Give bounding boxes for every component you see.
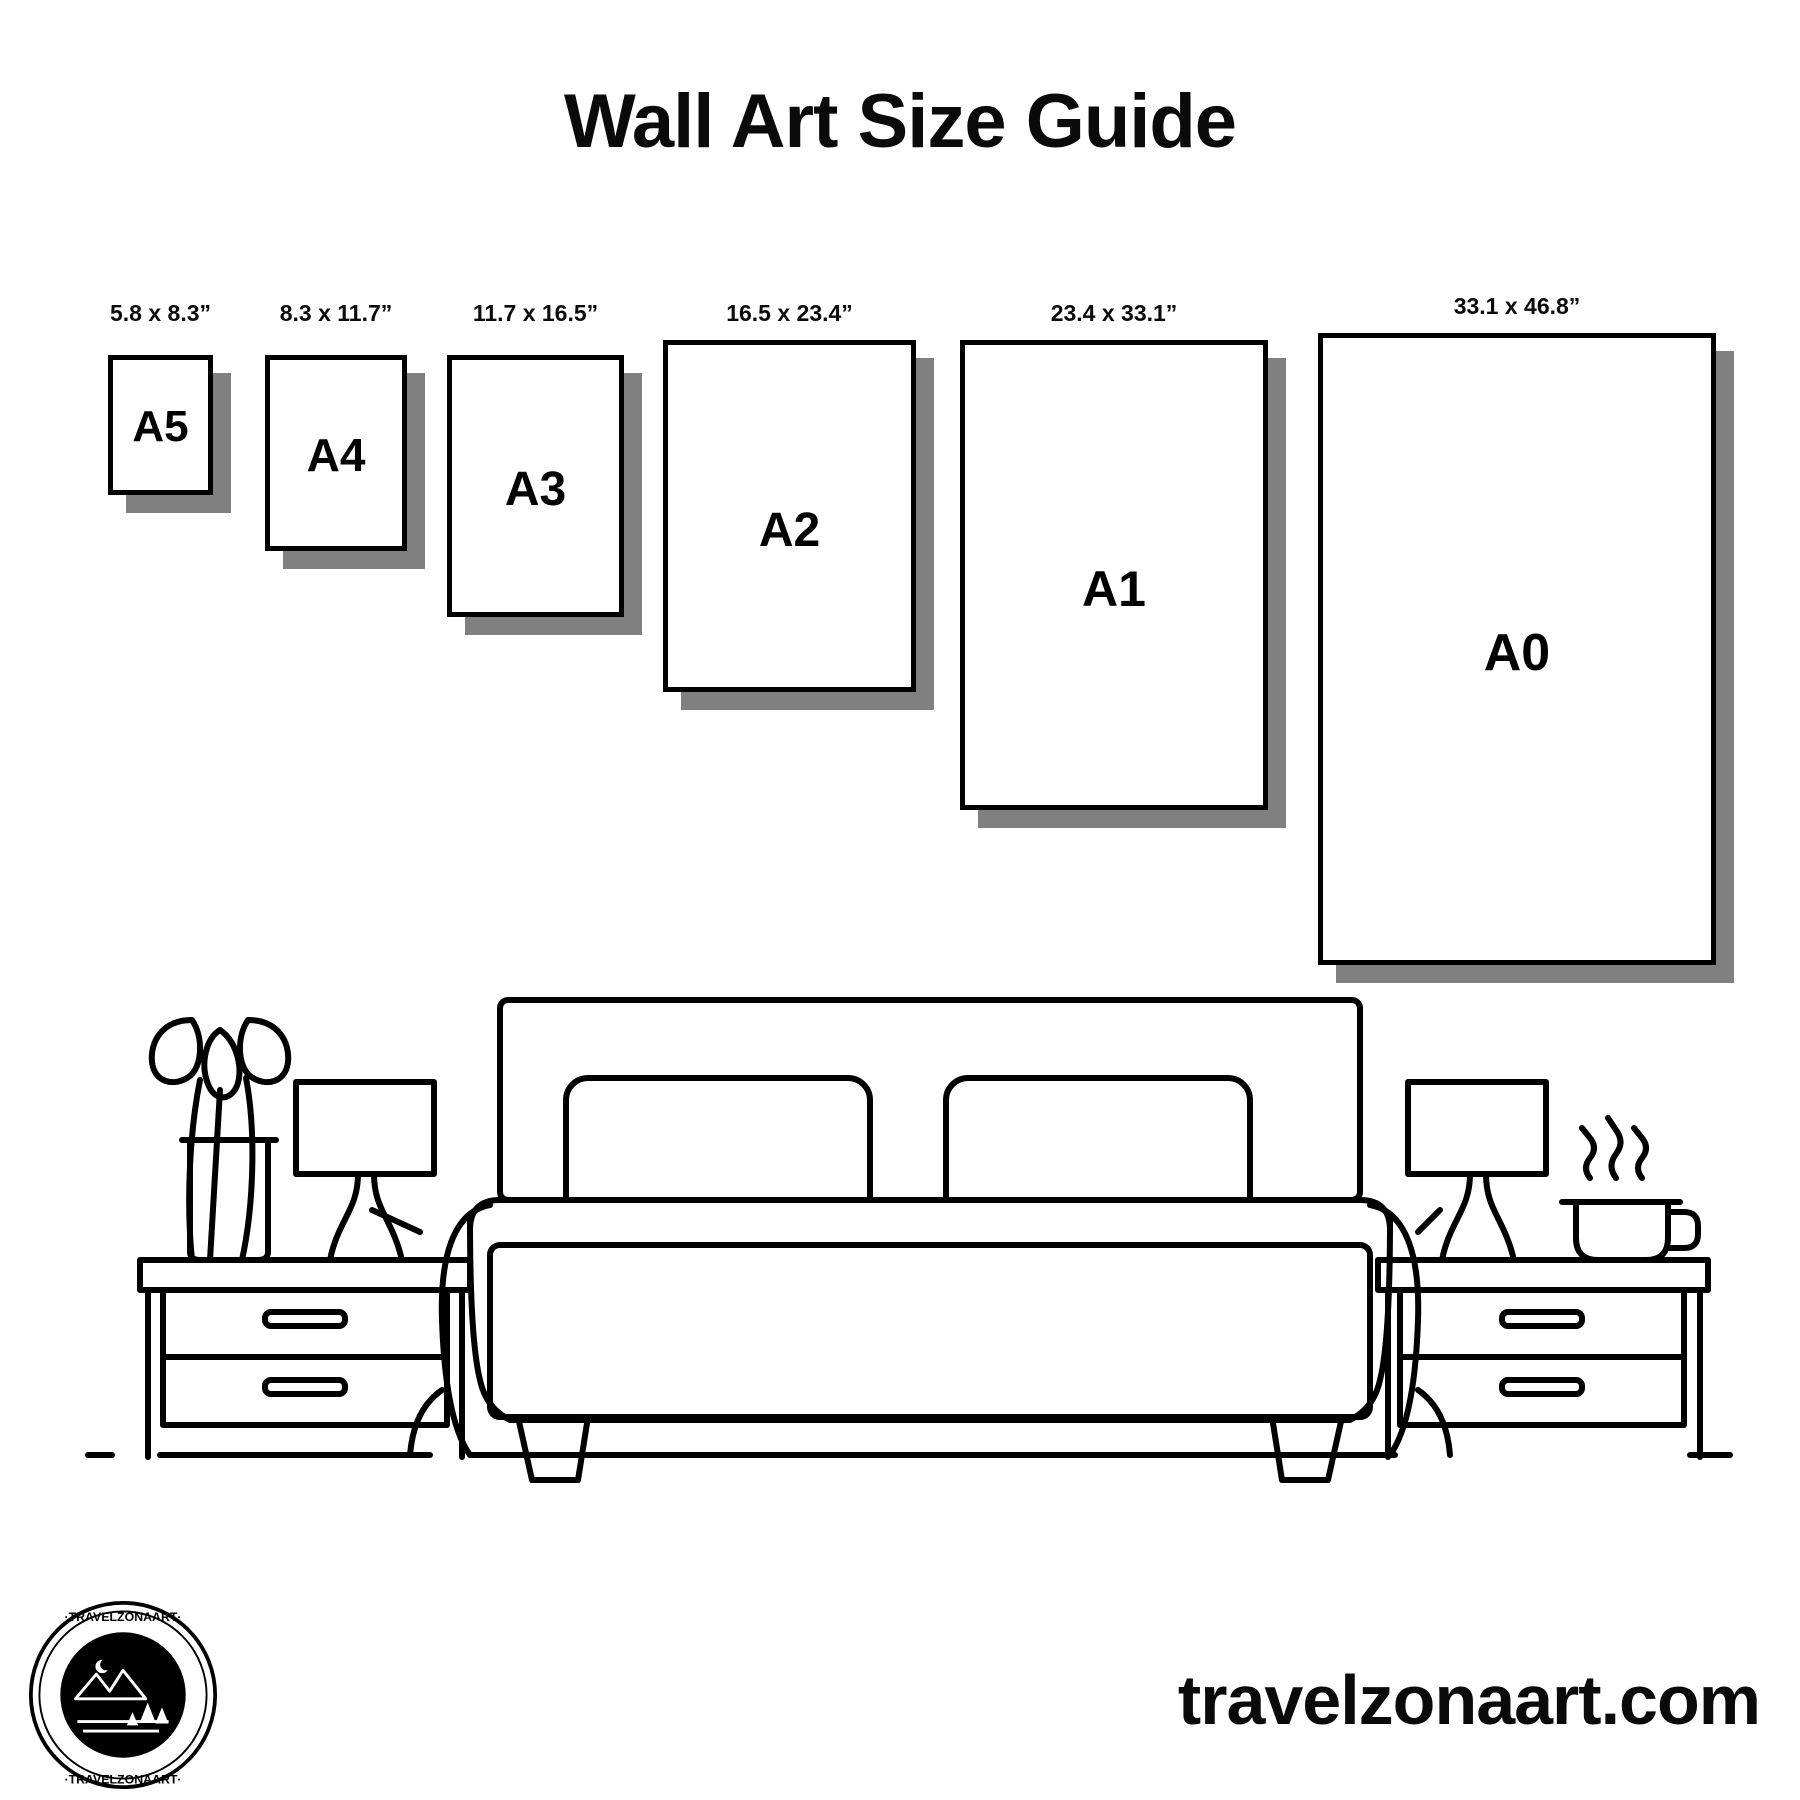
- frame-dimension-label: 33.1 x 46.8”: [1453, 293, 1581, 319]
- frame-dimension-label: 16.5 x 23.4”: [726, 300, 853, 326]
- frame-a0: [1318, 293, 1716, 983]
- right-lamp: [1408, 1082, 1546, 1260]
- frame-a4: [265, 300, 407, 569]
- logo-text-top: ·TRAVELZONAART·: [64, 1609, 182, 1624]
- website-url: travelzonaart.com: [1177, 1661, 1760, 1739]
- page-title: Wall Art Size Guide: [563, 79, 1237, 164]
- logo-text-bottom: ·TRAVELZONAART·: [64, 1772, 182, 1787]
- frame-a1: [960, 300, 1268, 828]
- frame-box[interactable]: [108, 355, 213, 495]
- frame-size-name: A1: [1082, 561, 1146, 617]
- frame-a2: [663, 300, 916, 710]
- brand-logo: [28, 1600, 218, 1790]
- left-lamp: [296, 1082, 434, 1260]
- plant-decoration: [152, 1020, 288, 1260]
- coffee-cup: [1562, 1118, 1698, 1260]
- frame-size-name: A3: [504, 463, 567, 516]
- frame-box[interactable]: [1318, 333, 1716, 965]
- left-nightstand: [140, 1260, 470, 1457]
- frame-dimension-label: 11.7 x 16.5”: [472, 300, 599, 326]
- frame-a3: [447, 300, 624, 635]
- frame-size-name: A4: [306, 429, 366, 481]
- frame-size-name: A0: [1483, 624, 1551, 682]
- frame-box[interactable]: [960, 340, 1268, 810]
- frame-box[interactable]: [447, 355, 624, 617]
- frame-box[interactable]: [663, 340, 916, 692]
- frame-box[interactable]: [265, 355, 407, 551]
- bed: [410, 1000, 1450, 1480]
- frame-size-name: A2: [758, 504, 821, 557]
- right-nightstand: [1378, 1260, 1708, 1457]
- frame-dimension-label: 8.3 x 11.7”: [279, 300, 393, 326]
- frame-a5: [108, 300, 213, 513]
- frame-dimension-label: 23.4 x 33.1”: [1050, 300, 1178, 326]
- bedroom-illustration: [0, 960, 1800, 1560]
- frame-size-name: A5: [132, 402, 189, 451]
- frame-dimension-label: 5.8 x 8.3”: [109, 300, 212, 326]
